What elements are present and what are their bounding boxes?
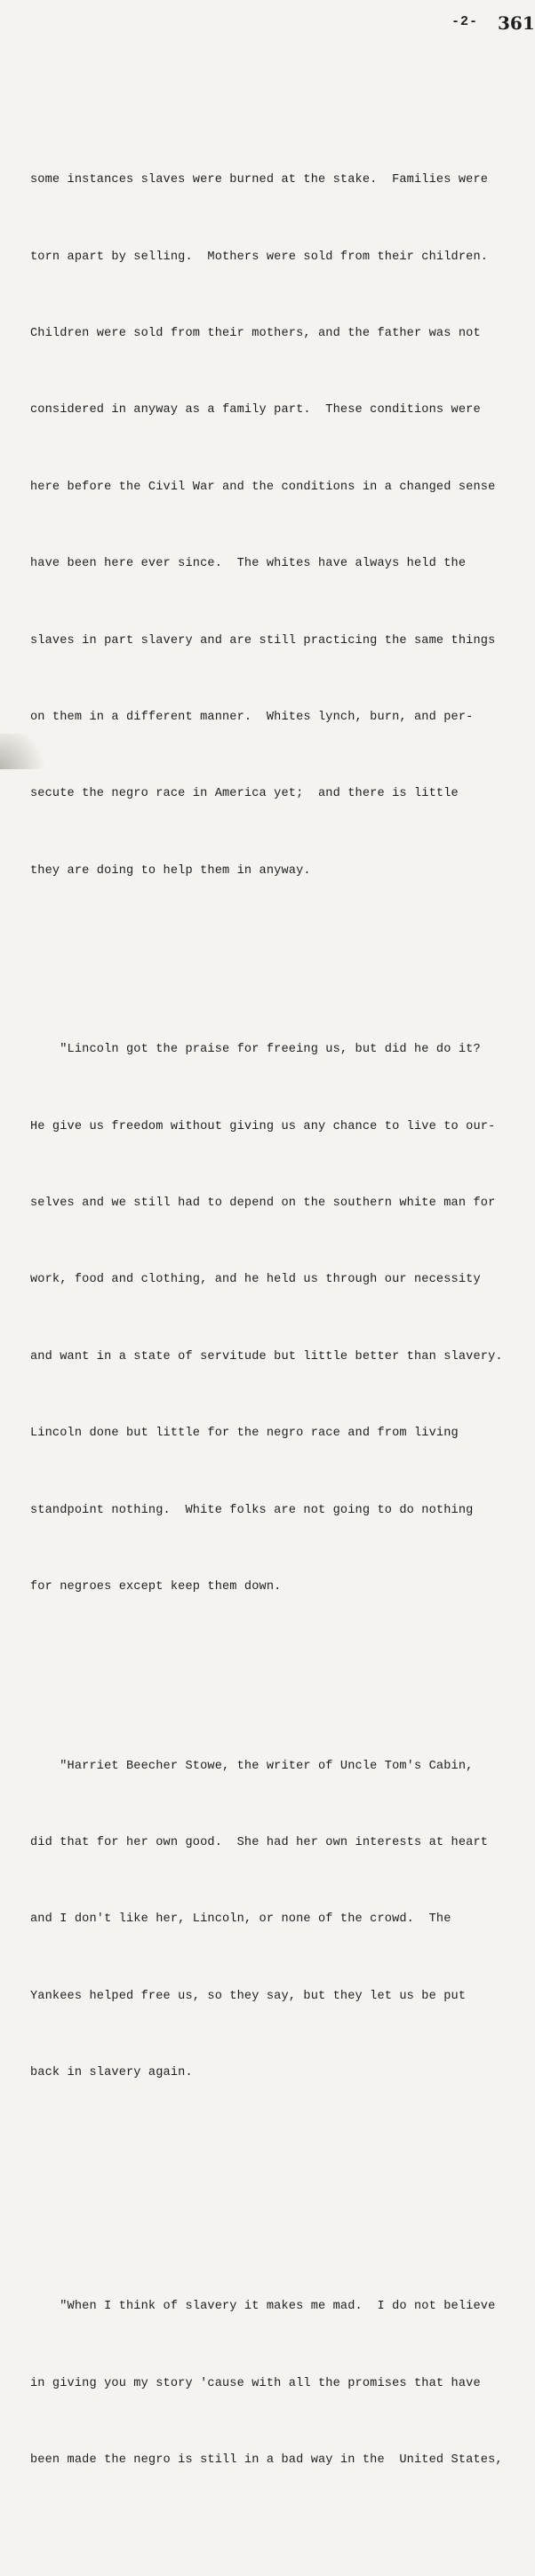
body-text bbox=[30, 66, 528, 2576]
text-line: Yankees helped free us, so they say, but they let us be put bbox=[30, 1989, 467, 2003]
page-number: 361 bbox=[498, 12, 535, 34]
text-line: some instances slaves were burned at the stake. Families were bbox=[30, 173, 489, 187]
page-mark: -2- bbox=[451, 14, 479, 29]
text-line: back in slavery again. bbox=[30, 2066, 193, 2080]
text-line: secute the negro race in America yet; and there is little bbox=[30, 787, 459, 801]
scan-shadow bbox=[0, 734, 53, 769]
paragraph-gap bbox=[30, 2189, 528, 2192]
text-line: did that for her own good. She had her own interests at heart bbox=[30, 1835, 489, 1849]
paragraph bbox=[30, 1703, 528, 2138]
text-line: slaves in part slavery and are still practicing the same things bbox=[30, 633, 496, 648]
text-line: in giving you my story 'cause with all the promises that have bbox=[30, 2376, 481, 2390]
text-line: considered in anyway as a family part. These conditions were bbox=[30, 403, 481, 417]
text-line: they are doing to help them in anyway. bbox=[30, 863, 311, 878]
text-line: "When I think of slavery it makes me mad. I do not believe bbox=[30, 2300, 496, 2314]
text-line: been made the negro is still in a bad way in the United States, bbox=[30, 2453, 503, 2468]
paragraph bbox=[30, 987, 528, 1652]
text-line: Children were sold from their mothers, and the father was not bbox=[30, 326, 481, 340]
text-line: He give us freedom without giving us any chance to live to our- bbox=[30, 1119, 496, 1133]
text-line: Lincoln done but little for the negro race and from living bbox=[30, 1427, 459, 1441]
text-line: work, food and clothing, and he held us through our necessity bbox=[30, 1273, 481, 1287]
text-line: for negroes except keep them down. bbox=[30, 1580, 282, 1594]
text-line: "Lincoln got the praise for freeing us, but did he do it? bbox=[30, 1043, 481, 1057]
text-line: torn apart by selling. Mothers were sold from their children. bbox=[30, 250, 489, 264]
text-line: "Harriet Beecher Stowe, the writer of Uncle Tom's Cabin, bbox=[30, 1759, 474, 1773]
text-line: on them in a different manner. Whites lynch, burn, and per- bbox=[30, 710, 474, 724]
paragraph bbox=[30, 2244, 528, 2525]
text-line: and want in a state of servitude but little better than slavery. bbox=[30, 1349, 503, 1364]
text-line: standpoint nothing. White folks are not going to do nothing bbox=[30, 1503, 474, 1517]
text-line: have been here ever since. The whites have always held the bbox=[30, 557, 467, 571]
text-line: and I don't like her, Lincoln, or none of the crowd. The bbox=[30, 1912, 451, 1927]
text-line: selves and we still had to depend on the southern white man for bbox=[30, 1197, 496, 1211]
paragraph bbox=[30, 117, 528, 936]
text-line: here before the Civil War and the conditions in a changed sense bbox=[30, 480, 496, 494]
